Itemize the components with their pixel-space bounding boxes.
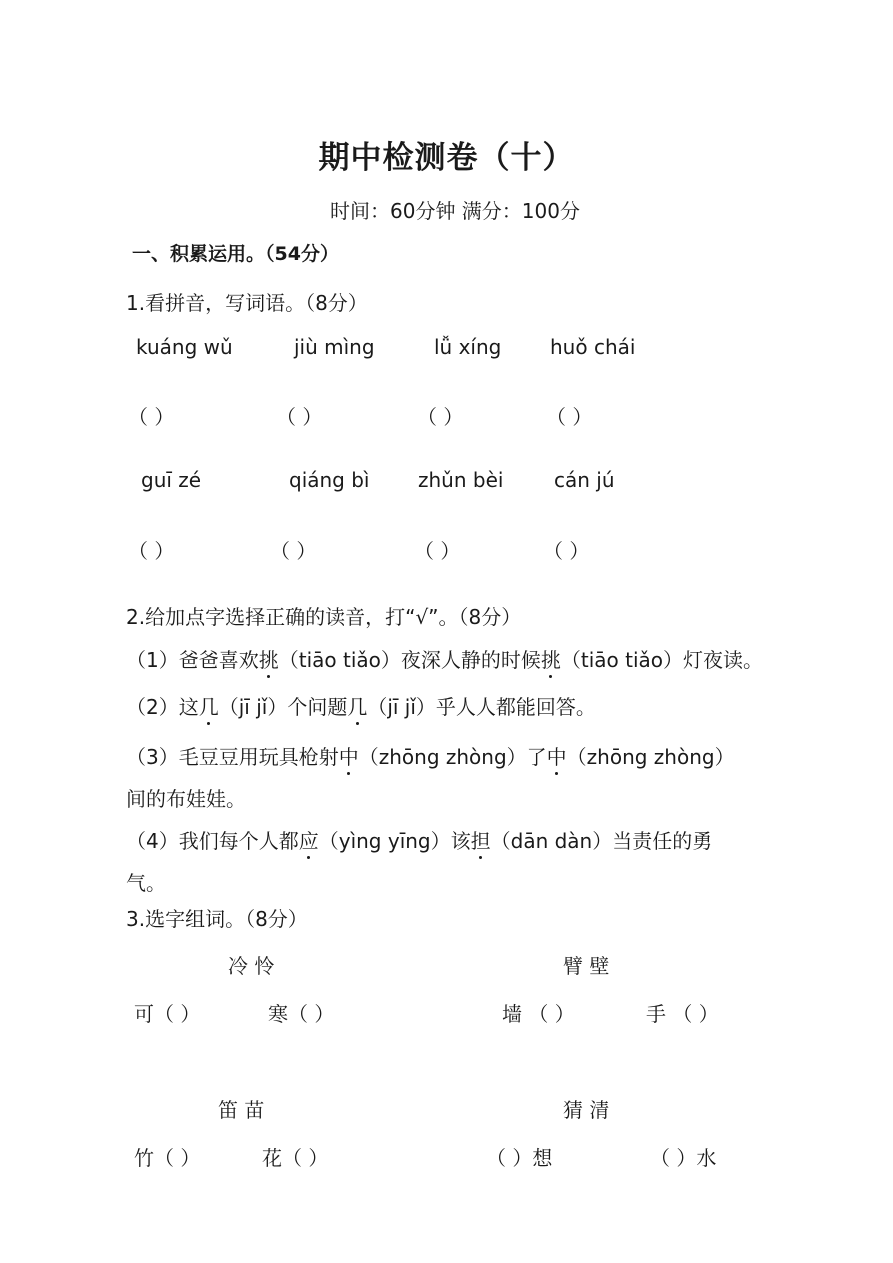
word-blank[interactable]: 墙 （ ）: [502, 1002, 575, 1026]
char-choices: 猜 清: [563, 1098, 610, 1122]
word-blank[interactable]: 寒（ ）: [268, 1002, 335, 1026]
sentence-text: （jī jǐ）乎人人都能回答。: [367, 695, 596, 719]
section-heading: 一、积累运用。（54分）: [132, 243, 339, 265]
page-title: 期中检测卷（十）: [318, 140, 575, 176]
sentence-3-continued: 间的布娃娃。: [126, 787, 246, 811]
word-blank[interactable]: 竹（ ）: [134, 1146, 201, 1170]
dotted-char: 挑: [541, 644, 561, 673]
question-3-title: 3.选字组词。（8分）: [126, 907, 308, 931]
dotted-char: 几: [199, 691, 219, 720]
sentence-text: （dān dàn）当责任的勇: [490, 829, 713, 853]
sentence-4: [126, 825, 712, 854]
answer-blank[interactable]: （ ）: [128, 539, 175, 563]
char-choices: 笛 苗: [218, 1098, 265, 1122]
dotted-char: 应: [299, 825, 319, 854]
sentence-text: （tiāo tiǎo）夜深人静的时候: [278, 648, 541, 672]
sentence-text: （2）这: [126, 695, 199, 719]
pinyin-5: guī zé: [141, 468, 202, 492]
answer-blank[interactable]: （ ）: [276, 405, 323, 429]
char-choices: 冷 怜: [228, 954, 275, 978]
sentence-1: [126, 644, 763, 673]
sentence-text: （1）爸爸喜欢: [126, 648, 259, 672]
sentence-text: （jī jǐ）个问题: [218, 695, 348, 719]
answer-blank[interactable]: （ ）: [270, 539, 317, 563]
sentence-text: （yìng yīng）该: [318, 829, 471, 853]
word-blank[interactable]: （ ）想: [486, 1146, 553, 1170]
pinyin-7: zhǔn bèi: [418, 468, 504, 492]
sentence-text: （3）毛豆豆用玩具枪射: [126, 745, 339, 769]
sentence-2: [126, 691, 596, 720]
dotted-char: 中: [339, 741, 359, 770]
answer-blank[interactable]: （ ）: [543, 539, 590, 563]
pinyin-4: huǒ chái: [550, 335, 636, 359]
question-1-title: 1.看拼音，写词语。（8分）: [126, 291, 368, 315]
dotted-char: 几: [347, 691, 367, 720]
word-blank[interactable]: 手 （ ）: [646, 1002, 719, 1026]
pinyin-6: qiáng bì: [289, 468, 370, 492]
sentence-3: [126, 741, 735, 770]
sentence-text: （zhōng zhòng）了: [358, 745, 547, 769]
dotted-char: 挑: [259, 644, 279, 673]
answer-blank[interactable]: （ ）: [546, 405, 593, 429]
sentence-text: （tiāo tiǎo）灯夜读。: [560, 648, 764, 672]
word-blank[interactable]: （ ）水: [650, 1146, 717, 1170]
sentence-4-continued: 气。: [126, 871, 166, 895]
pinyin-1: kuáng wǔ: [136, 335, 233, 359]
word-blank[interactable]: 可（ ）: [134, 1002, 201, 1026]
word-blank[interactable]: 花（ ）: [262, 1146, 329, 1170]
char-choices: 臂 壁: [563, 954, 610, 978]
pinyin-8: cán jú: [554, 468, 615, 492]
dotted-char: 中: [547, 741, 567, 770]
answer-blank[interactable]: （ ）: [417, 405, 464, 429]
answer-blank[interactable]: （ ）: [414, 539, 461, 563]
exam-info: 时间：60分钟 满分：100分: [330, 199, 580, 223]
pinyin-2: jiù mìng: [294, 335, 375, 359]
sentence-text: （4）我们每个人都: [126, 829, 299, 853]
pinyin-3: lǚ xíng: [434, 335, 502, 359]
dotted-char: 担: [471, 825, 491, 854]
question-2-title: 2.给加点字选择正确的读音，打“√”。（8分）: [126, 605, 522, 629]
answer-blank[interactable]: （ ）: [128, 405, 175, 429]
sentence-text: （zhōng zhòng）: [566, 745, 735, 769]
